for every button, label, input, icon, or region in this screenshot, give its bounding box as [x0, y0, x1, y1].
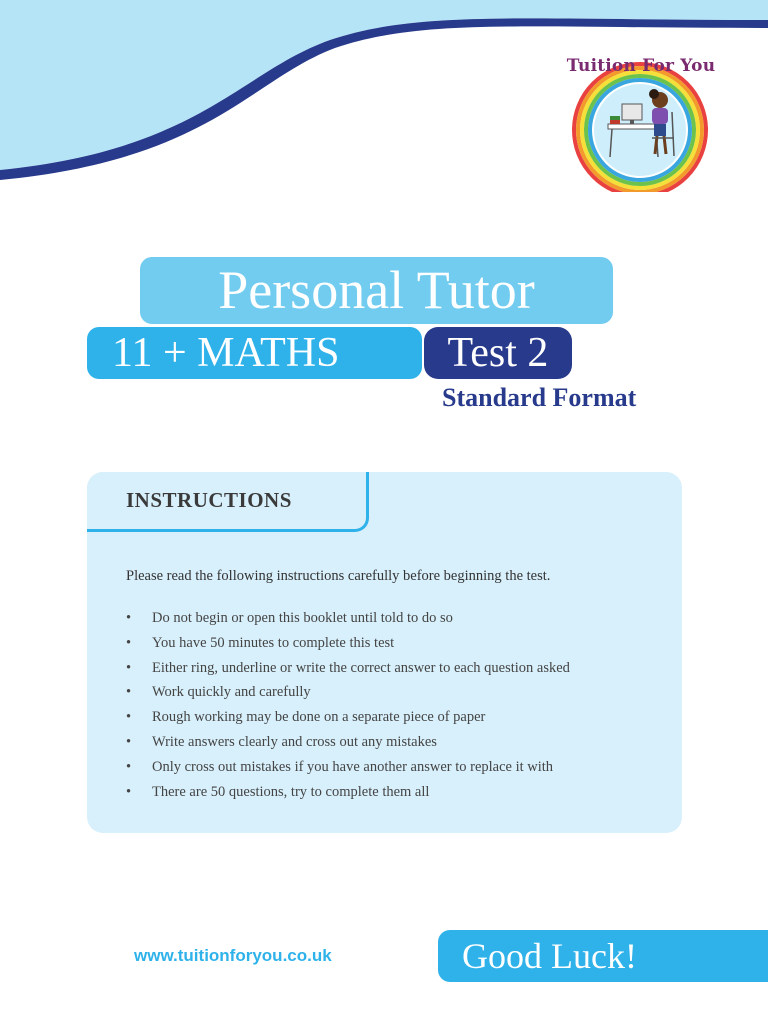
- list-item-text: Work quickly and carefully: [152, 684, 311, 701]
- list-item-text: Either ring, underline or write the correct answer to each question asked: [152, 659, 570, 676]
- instructions-heading: INSTRUCTIONS: [126, 488, 292, 512]
- list-item-text: There are 50 questions, try to complete them all: [152, 783, 430, 800]
- test-label: Test 2: [447, 330, 549, 376]
- bullet-icon: •: [126, 758, 132, 775]
- list-item: [126, 606, 686, 631]
- website-link[interactable]: www.tuitionforyou.co.uk: [134, 946, 332, 965]
- list-item-text: Only cross out mistakes if you have another answer to replace it with: [152, 758, 554, 775]
- format-label: Standard Format: [442, 383, 637, 412]
- brand-name: Tuition For You: [566, 56, 716, 76]
- instructions-list: [126, 606, 686, 804]
- list-item: [126, 705, 686, 730]
- list-item-text: Write answers clearly and cross out any mistakes: [152, 733, 437, 750]
- bullet-icon: •: [126, 610, 132, 626]
- bullet-icon: •: [126, 684, 132, 701]
- list-item-text: You have 50 minutes to complete this test: [152, 634, 395, 651]
- good-luck-label: Good Luck!: [462, 936, 637, 976]
- list-item: [126, 780, 686, 805]
- bullet-icon: •: [126, 634, 132, 651]
- instructions-intro: Please read the following instructions carefully before beginning the test.: [126, 568, 551, 584]
- list-item: [126, 631, 686, 656]
- bullet-icon: •: [126, 733, 132, 750]
- bullet-icon: •: [126, 709, 132, 726]
- list-item-text: Rough working may be done on a separate piece of paper: [152, 709, 486, 726]
- bullet-icon: •: [126, 659, 132, 676]
- list-item: [126, 730, 686, 755]
- list-item: [126, 680, 686, 705]
- page-title: Personal Tutor: [218, 260, 535, 320]
- subject-label: 11 + MATHS: [112, 330, 340, 376]
- list-item: [126, 755, 686, 780]
- list-item: [126, 656, 686, 681]
- list-item-text: Do not begin or open this booklet until told to do so: [152, 610, 453, 626]
- bullet-icon: •: [126, 783, 132, 800]
